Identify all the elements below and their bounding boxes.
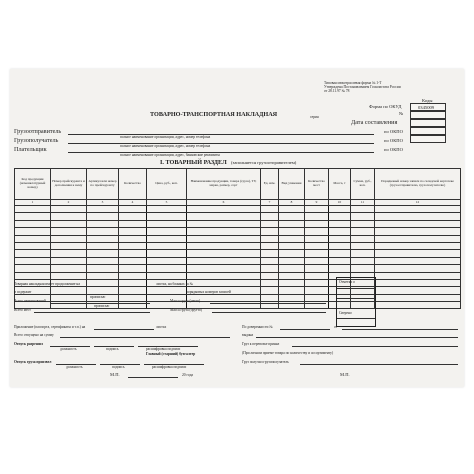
col-header: Вид упаковки: [279, 169, 305, 200]
table-cell[interactable]: [51, 235, 87, 242]
okpo-label-2: по ОКПО: [384, 138, 403, 143]
col-number: 1: [15, 200, 51, 206]
table-cell[interactable]: [279, 206, 305, 213]
table-cell[interactable]: [375, 242, 461, 249]
table-cell[interactable]: [329, 250, 351, 257]
table-cell[interactable]: [87, 257, 119, 264]
table-cell[interactable]: [119, 250, 147, 257]
col-number: 8: [279, 200, 305, 206]
number-label: №: [399, 111, 404, 116]
sheets-label: листах, на бланках за №: [156, 282, 193, 286]
proxy-date-field[interactable]: [342, 329, 458, 330]
stamp-label-2: М.П.: [340, 372, 350, 377]
table-cell[interactable]: [51, 213, 87, 220]
table-cell[interactable]: [305, 257, 329, 264]
table-cell[interactable]: [375, 272, 461, 279]
table-cell[interactable]: [279, 220, 305, 227]
attachment-label: Приложение (паспорта, сертификаты и т.п.) на: [14, 325, 86, 329]
table-header-row: [15, 169, 461, 200]
continuation-label: Товарная накладная имеет продолжение на: [14, 282, 80, 286]
table-cell[interactable]: [147, 206, 187, 213]
table-cell[interactable]: [305, 272, 329, 279]
table-cell[interactable]: [87, 228, 119, 235]
shipper-label: Грузоотправитель: [14, 128, 62, 135]
contains-label: и содержит: [14, 290, 32, 294]
table-row: [15, 242, 461, 249]
table-cell[interactable]: [329, 235, 351, 242]
table-cell[interactable]: [15, 220, 51, 227]
table-cell[interactable]: [147, 272, 187, 279]
table-cell[interactable]: [119, 213, 147, 220]
table-cell[interactable]: [15, 228, 51, 235]
table-cell[interactable]: [51, 242, 87, 249]
table-cell[interactable]: [15, 206, 51, 213]
table-cell[interactable]: [261, 257, 279, 264]
table-cell[interactable]: [87, 250, 119, 257]
table-cell[interactable]: [87, 213, 119, 220]
approval-line-2: Утверждена Постановлением Госкомстата России: [324, 85, 401, 89]
decode-hint-1: расшифровка подписи: [146, 347, 181, 351]
table-cell[interactable]: [15, 257, 51, 264]
table-cell[interactable]: [51, 250, 87, 257]
table-cell[interactable]: [261, 287, 279, 294]
table-cell[interactable]: [187, 206, 261, 213]
chief-accountant-label: Главный (старший) бухгалтер: [146, 352, 196, 356]
table-cell[interactable]: [51, 220, 87, 227]
proxy-number-field[interactable]: [280, 329, 330, 330]
table-cell[interactable]: [187, 242, 261, 249]
col-header: Цена, руб., коп.: [147, 169, 187, 200]
approval-line-1: Типовая межотраслевая форма № 1-Т: [324, 81, 382, 85]
table-cell[interactable]: [147, 242, 187, 249]
table-cell[interactable]: [51, 257, 87, 264]
table-cell[interactable]: [279, 257, 305, 264]
table-cell[interactable]: [329, 213, 351, 220]
table-cell[interactable]: [15, 213, 51, 220]
col-number: 6: [187, 200, 261, 206]
table-cell[interactable]: [305, 294, 329, 301]
table-cell[interactable]: [119, 228, 147, 235]
table-cell[interactable]: [329, 265, 351, 272]
table-cell[interactable]: [261, 235, 279, 242]
codes-header: Коды: [422, 98, 433, 103]
shipper-field[interactable]: [68, 134, 374, 135]
table-cell[interactable]: [147, 220, 187, 227]
table-cell[interactable]: [329, 206, 351, 213]
received-label: Груз получил грузополучатель: [242, 360, 289, 364]
check-label: Сверено: [339, 311, 352, 315]
table-cell[interactable]: [87, 242, 119, 249]
table-cell[interactable]: [87, 265, 119, 272]
table-row: [15, 257, 461, 264]
table-cell[interactable]: [147, 213, 187, 220]
marks-divider-1: [337, 288, 375, 289]
table-row: [15, 228, 461, 235]
table-cell[interactable]: [279, 287, 305, 294]
table-cell[interactable]: [375, 302, 461, 309]
table-cell[interactable]: [351, 220, 375, 227]
table-cell[interactable]: [261, 242, 279, 249]
table-cell[interactable]: [87, 235, 119, 242]
table-row: [15, 235, 461, 242]
table-cell[interactable]: [119, 242, 147, 249]
table-cell[interactable]: [147, 250, 187, 257]
issued-field[interactable]: [256, 337, 458, 338]
date-label: Дата составления: [351, 119, 398, 126]
table-cell[interactable]: [261, 294, 279, 301]
col-number: 5: [147, 200, 187, 206]
signature-hint-1: подпись: [106, 347, 119, 351]
date-code-cell[interactable]: [410, 111, 446, 119]
received-field[interactable]: [300, 364, 458, 365]
gross-mass-label: Масса груза (брутто): [170, 308, 203, 312]
table-cell[interactable]: [375, 279, 461, 286]
col-number: 3: [87, 200, 119, 206]
table-cell[interactable]: [351, 228, 375, 235]
table-cell[interactable]: [351, 242, 375, 249]
table-cell[interactable]: [329, 220, 351, 227]
table-cell[interactable]: [51, 265, 87, 272]
table-cell[interactable]: [187, 213, 261, 220]
in-words-hint-2: прописью: [94, 304, 110, 308]
table-cell[interactable]: [187, 235, 261, 242]
table-cell[interactable]: [119, 206, 147, 213]
okpo-label-1: по ОКПО: [384, 129, 403, 134]
table-cell[interactable]: [15, 272, 51, 279]
signature-hint-2: подпись: [112, 365, 125, 369]
col-header: Код продукции (номенклатурный номер): [15, 169, 51, 200]
blank-numbers-field[interactable]: [236, 286, 326, 287]
col-header: Количество: [119, 169, 147, 200]
table-cell[interactable]: [351, 235, 375, 242]
table-cell[interactable]: [305, 242, 329, 249]
table-cell[interactable]: [15, 242, 51, 249]
okpo-shipper-cell[interactable]: [410, 119, 446, 127]
payer-label: Плательщик: [14, 146, 47, 153]
table-cell[interactable]: [147, 228, 187, 235]
col-header: Артикул или номер по прейскуранту: [87, 169, 119, 200]
table-cell[interactable]: [375, 228, 461, 235]
total-places-field[interactable]: [34, 312, 150, 313]
table-cell[interactable]: [119, 294, 147, 301]
col-header: Масса, т: [329, 169, 351, 200]
table-row: [15, 220, 461, 227]
attachment-field[interactable]: [94, 329, 154, 330]
release-date-field[interactable]: [128, 377, 178, 378]
proxy-label: По доверенности №: [242, 325, 273, 329]
table-cell[interactable]: [119, 220, 147, 227]
total-names-label: Всего наименований: [14, 299, 46, 303]
table-cell[interactable]: [375, 287, 461, 294]
table-cell[interactable]: [15, 235, 51, 242]
table-cell[interactable]: [305, 228, 329, 235]
table-cell[interactable]: [351, 257, 375, 264]
table-cell[interactable]: [261, 206, 279, 213]
position-hint-1: должность: [60, 347, 77, 351]
table-cell[interactable]: [147, 257, 187, 264]
cargo-accepted-field[interactable]: [292, 346, 458, 347]
table-cell[interactable]: [305, 235, 329, 242]
okpo-payer-cell[interactable]: [410, 135, 446, 143]
table-cell[interactable]: [187, 250, 261, 257]
table-cell[interactable]: [119, 265, 147, 272]
table-cell[interactable]: [305, 220, 329, 227]
col-number: 4: [119, 200, 147, 206]
table-cell[interactable]: [375, 250, 461, 257]
col-number: 10: [329, 200, 351, 206]
table-cell[interactable]: [329, 242, 351, 249]
table-cell[interactable]: [375, 220, 461, 227]
table-cell[interactable]: [279, 294, 305, 301]
col-header: Количество мест: [305, 169, 329, 200]
table-cell[interactable]: [279, 235, 305, 242]
table-row: [15, 272, 461, 279]
table-cell[interactable]: [261, 228, 279, 235]
document-title: ТОВАРНО-ТРАНСПОРТНАЯ НАКЛАДНАЯ: [150, 111, 278, 118]
marks-label: Отметки о: [339, 280, 355, 284]
table-cell[interactable]: [279, 213, 305, 220]
consignee-label: Грузополучатель: [14, 137, 59, 144]
table-cell[interactable]: [15, 250, 51, 257]
marks-box: [336, 277, 376, 327]
table-cell[interactable]: [279, 228, 305, 235]
table-cell[interactable]: [119, 235, 147, 242]
released-by-label: Отпуск груза произвел: [14, 360, 52, 364]
table-cell[interactable]: [375, 213, 461, 220]
issued-label: выдана: [242, 333, 254, 337]
table-cell[interactable]: [375, 294, 461, 301]
table-cell[interactable]: [187, 228, 261, 235]
table-cell[interactable]: [375, 265, 461, 272]
marks-divider-4: [337, 318, 375, 319]
marks-divider-3: [337, 308, 375, 309]
table-row: [15, 265, 461, 272]
total-sum-field[interactable]: [60, 337, 230, 338]
table-cell[interactable]: [305, 250, 329, 257]
marks-divider-2: [337, 298, 375, 299]
table-cell[interactable]: [119, 272, 147, 279]
in-words-hint-1: прописью: [90, 295, 106, 299]
table-cell[interactable]: [375, 235, 461, 242]
cargo-accepted-label: Груз к перевозке принял: [242, 342, 280, 346]
consignee-hint: полное наименование организации, адрес, номер телефона: [120, 144, 211, 148]
table-cell[interactable]: [51, 272, 87, 279]
consignee-field[interactable]: [68, 143, 374, 144]
okud-label: Форма по ОКУД: [369, 104, 402, 109]
net-mass-field[interactable]: [210, 303, 326, 304]
table-cell[interactable]: [51, 206, 87, 213]
table-cell[interactable]: [375, 257, 461, 264]
table-cell[interactable]: [329, 257, 351, 264]
table-cell[interactable]: [87, 220, 119, 227]
col-number: 2: [51, 200, 87, 206]
col-header: Сумма, руб., коп.: [351, 169, 375, 200]
table-cell[interactable]: [261, 220, 279, 227]
table-cell[interactable]: [351, 265, 375, 272]
table-cell[interactable]: [279, 272, 305, 279]
approval-line-3: от 28.11.97 № 78: [324, 89, 350, 93]
table-cell[interactable]: [15, 265, 51, 272]
attachment-sheets-label: листах: [156, 325, 167, 329]
position-hint-2: должность: [66, 365, 83, 369]
goods-table: [14, 168, 461, 309]
table-cell[interactable]: [305, 265, 329, 272]
okpo-consignee-cell[interactable]: [410, 127, 446, 135]
okud-value: 0345009: [418, 105, 435, 110]
table-cell[interactable]: [351, 206, 375, 213]
release-allowed-label: Отпуск разрешил: [14, 342, 43, 346]
table-cell[interactable]: [305, 213, 329, 220]
table-row: [15, 294, 461, 301]
payer-hint: полное наименование организации, адрес, банковские реквизиты: [120, 153, 220, 157]
table-cell[interactable]: [147, 235, 187, 242]
table-cell[interactable]: [279, 242, 305, 249]
stamp-label: М.П.: [110, 372, 120, 377]
table-cell[interactable]: [51, 294, 87, 301]
section-title: I. ТОВАРНЫЙ РАЗДЕЛ: [160, 159, 227, 166]
col-number: 11: [351, 200, 375, 206]
col-header: Порядковый номер записи по складской картотеке (грузоотправителю, грузополучателю): [375, 169, 461, 200]
ordinal-label: порядковых номеров записей: [186, 290, 231, 294]
proxy-from-label: от: [334, 325, 338, 329]
table-cell[interactable]: [261, 265, 279, 272]
table-cell[interactable]: [305, 206, 329, 213]
continuation-sheets-field[interactable]: [94, 286, 154, 287]
gross-mass-field[interactable]: [212, 312, 326, 313]
table-cell[interactable]: [147, 265, 187, 272]
decode-hint-2: расшифровка подписи: [152, 365, 187, 369]
col-number: 12: [375, 200, 461, 206]
table-row: [15, 250, 461, 257]
table-cell[interactable]: [87, 206, 119, 213]
okpo-label-3: по ОКПО: [384, 147, 403, 152]
table-cell[interactable]: [187, 257, 261, 264]
table-row: [15, 206, 461, 213]
table-cell[interactable]: [261, 213, 279, 220]
total-places-label: Всего мест: [14, 308, 31, 312]
table-cell[interactable]: [187, 220, 261, 227]
table-cell[interactable]: [329, 228, 351, 235]
shipper-hint: полное наименование организации, адрес, номер телефона: [120, 135, 211, 139]
col-header: Номер прейскуранта и дополнения к нему: [51, 169, 87, 200]
table-cell[interactable]: [279, 265, 305, 272]
col-number: 9: [305, 200, 329, 206]
series-label: серия: [310, 115, 319, 119]
table-cell[interactable]: [279, 250, 305, 257]
table-cell[interactable]: [87, 272, 119, 279]
table-cell[interactable]: [261, 250, 279, 257]
personal-acceptance-note: (При личном приеме товара по количеству и ассортименту): [242, 351, 334, 355]
table-cell[interactable]: [119, 257, 147, 264]
contains-field[interactable]: [32, 294, 182, 295]
table-cell[interactable]: [51, 228, 87, 235]
table-cell[interactable]: [187, 272, 261, 279]
col-header: Наименование продукции, товара (груза), ТУ, марка, размер, сорт: [187, 169, 261, 200]
total-sum-label: Всего отпущено на сумму: [14, 333, 54, 337]
payer-field[interactable]: [68, 152, 374, 153]
table-cell[interactable]: [187, 265, 261, 272]
table-cell[interactable]: [305, 287, 329, 294]
table-cell[interactable]: [351, 213, 375, 220]
table-cell[interactable]: [351, 250, 375, 257]
col-number: 7: [261, 200, 279, 206]
table-row: [15, 213, 461, 220]
table-cell[interactable]: [261, 272, 279, 279]
table-cell[interactable]: [375, 206, 461, 213]
waybill-sheet: [10, 69, 464, 387]
col-header: Ед. изм.: [261, 169, 279, 200]
year-label: 20 года: [182, 373, 193, 377]
okud-cell[interactable]: [410, 103, 446, 111]
net-mass-label: Масса груза (нетто): [170, 299, 201, 303]
section-subtitle: (заполняется грузоотправителем): [231, 160, 297, 165]
